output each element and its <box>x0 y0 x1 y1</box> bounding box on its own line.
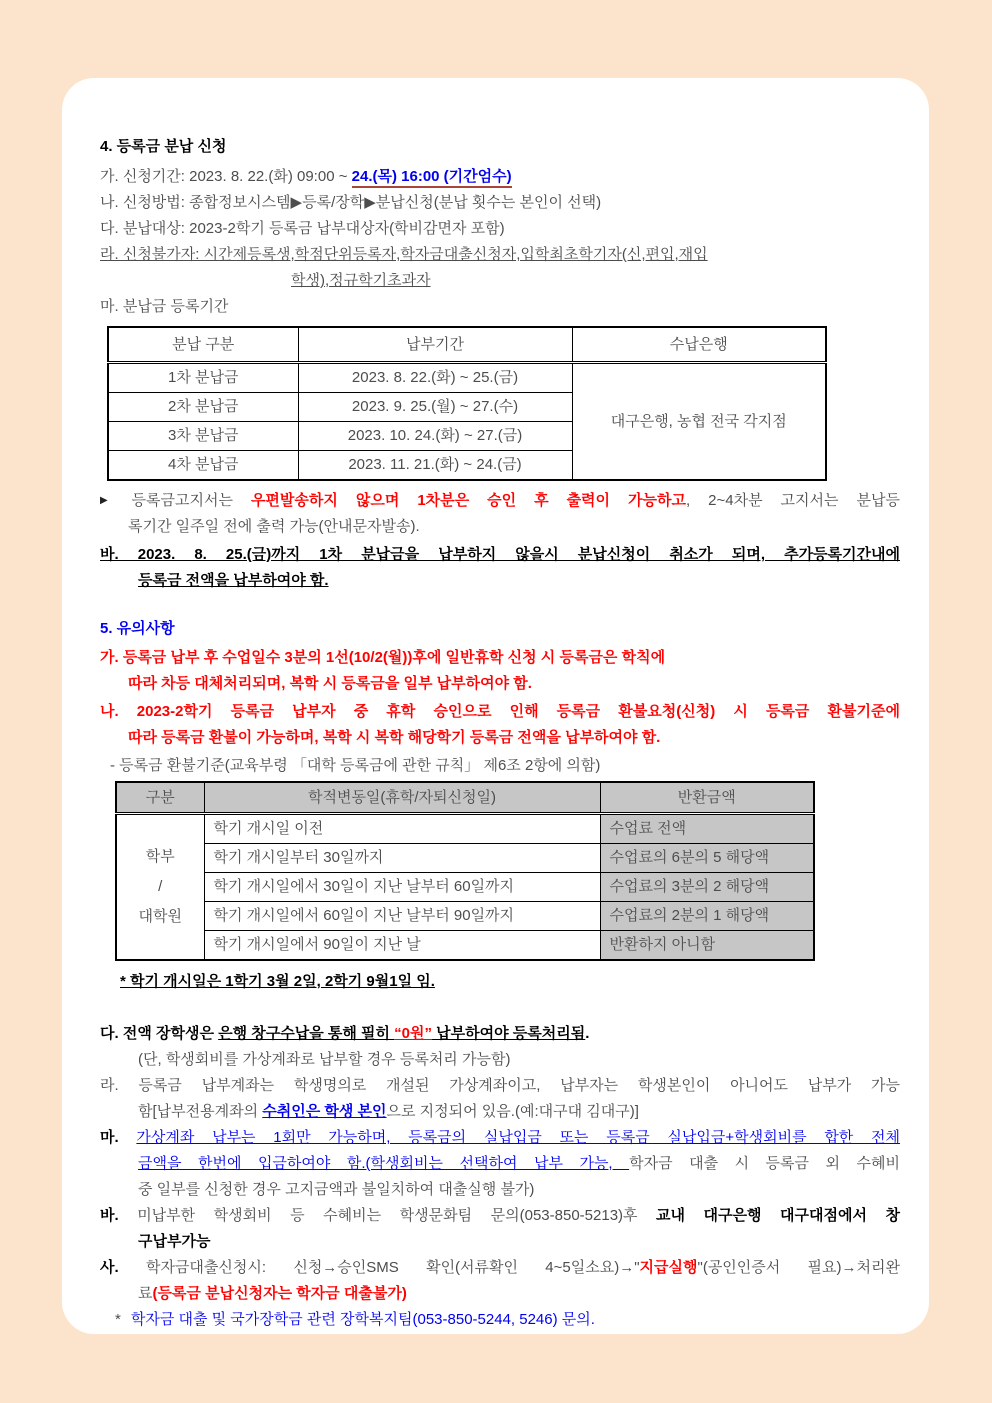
triangle-bullet-icon: ▶ <box>100 495 122 506</box>
cancellation-warning-line-2: 등록금 전액을 납부하여야 함. <box>138 572 329 589</box>
document-card <box>62 78 929 1334</box>
installment-label: 2차 분납금 <box>108 393 298 422</box>
installment-table-header-row <box>108 327 826 363</box>
payment-period: 2023. 9. 25.(월) ~ 27.(수) <box>298 393 572 422</box>
leave-rule-line-2: 따라 차등 대체처리되며, 복학 시 등록금을 일부 납부하여야 함. <box>128 675 532 692</box>
refund-table <box>115 781 815 961</box>
table-row <box>116 814 814 844</box>
section5-title: 5. 유의사항 <box>100 620 175 637</box>
zero-won-rule-line-1: 다. 전액 장학생은 은행 창구수납을 통해 필히 “0원” 납부하여야 등록처리됨. <box>100 1025 590 1042</box>
installment-table <box>107 326 827 481</box>
change-date-cell: 학기 개시일에서 60일이 지난 날부터 90일까지 <box>204 902 600 931</box>
student-group-cell: 학부 / 대학원 <box>116 814 204 961</box>
change-date-cell: 학기 개시일에서 30일이 지난 날부터 60일까지 <box>204 873 600 902</box>
refund-amount-cell: 수업료의 3분의 2 해당액 <box>600 873 814 902</box>
payment-period: 2023. 10. 24.(화) ~ 27.(금) <box>298 422 572 451</box>
installment-label: 4차 분납금 <box>108 451 298 481</box>
table-row <box>116 873 814 902</box>
refund-rule-line-2: 따라 등록금 환불이 가능하며, 복학 시 복학 해당학기 등록금 전액을 납부하여야 함. <box>128 729 661 746</box>
application-period-text: 가. 신청기간: 2023. 8. 22.(화) 09:00 ~ <box>100 168 352 185</box>
refund-amount-cell: 수업료 전액 <box>600 814 814 844</box>
cancellation-warning-line-1: 바. 2023. 8. 25.(금)까지 1차 분납금을 납부하지 않을시 분납신청이 취소가 되며, 추가등록기간내에 <box>100 546 900 563</box>
installment-period-heading: 마. 분납금 등록기간 <box>100 298 229 315</box>
semester-start-note: * 학기 개시일은 1학기 3월 2일, 2학기 9월1일 임. <box>120 973 435 990</box>
column-header: 구분 <box>116 782 204 814</box>
installment-target-line: 다. 분납대상: 2023-2학기 등록금 납부대상자(학비감면자 포함) <box>100 220 505 237</box>
refund-amount-cell: 수업료의 2분의 1 해당액 <box>600 902 814 931</box>
student-loan-line-1: 사. 학자금대출신청시: 신청→승인SMS 확인(서류확인 4~5일소요)→"지급실행"(공인인증서 필요)→처리완 <box>100 1259 900 1276</box>
application-deadline-text: 24.(목) 16:00 (기간엄수) <box>352 168 512 188</box>
payee-student-text: 수취인은 학생 본인 <box>262 1103 387 1120</box>
payment-period: 2023. 8. 22.(화) ~ 25.(금) <box>298 363 572 393</box>
document-content <box>62 78 929 1333</box>
section4-title: 4. 등록금 분납 신청 <box>100 138 227 155</box>
installment-label: 3차 분납금 <box>108 422 298 451</box>
student-loan-line-2: 료(등록금 분납신청자는 학자금 대출불가) <box>138 1285 407 1302</box>
scholarship-contact-line: * 학자금 대출 및 국가장학금 관련 장학복지팀(053-850-5244, 5246) 문의. <box>115 1311 595 1328</box>
refund-amount-cell: 수업료의 6분의 5 해당액 <box>600 844 814 873</box>
column-header: 수납은행 <box>572 327 826 363</box>
loan-execution-text: 지급실행 <box>639 1259 698 1276</box>
virtual-account-line-2: 함[납부전용계좌의 수취인은 학생 본인으로 지정되어 있음.(예:대구대 김대구)] <box>138 1103 639 1120</box>
table-row <box>116 931 814 961</box>
payment-period: 2023. 11. 21.(화) ~ 24.(금) <box>298 451 572 481</box>
column-header: 반환금액 <box>600 782 814 814</box>
one-time-deposit-line-3: 중 일부를 신청한 경우 고지금액과 불일치하여 대출실행 불가) <box>138 1181 535 1198</box>
ineligible-line-1: 라. 신청불가자: 시간제등록생,학점단위등록자,학자금대출신청자,입학최초학기자(신,편입,재입 <box>100 246 708 263</box>
bill-notice-line-2: 록기간 일주일 전에 출력 가능(안내문자발송). <box>128 518 420 535</box>
column-header: 납부기간 <box>298 327 572 363</box>
application-method-line: 나. 신청방법: 종합정보시스템▶등록/장학▶분납신청(분납 횟수는 본인이 선택) <box>100 194 602 211</box>
zero-won-text: “0원” <box>394 1025 433 1042</box>
receiving-bank: 대구은행, 농협 전국 각지점 <box>572 363 826 481</box>
asterisk-mark: * <box>115 1311 121 1328</box>
leave-rule-line-1: 가. 등록금 납부 후 수업일수 3분의 1선(10/2(월))후에 일반휴학 신청 시 등록금은 학칙에 <box>100 649 666 666</box>
virtual-account-line-1: 라. 등록금 납부계좌는 학생명의로 개설된 가상계좌이고, 납부자는 학생본인이 아니어도 납부가 가능 <box>100 1077 900 1094</box>
column-header: 학적변동일(휴학/자퇴신청일) <box>204 782 600 814</box>
unpaid-fee-line-2: 구납부가능 <box>138 1233 211 1250</box>
refund-table-header-row <box>116 782 814 814</box>
installment-label: 1차 분납금 <box>108 363 298 393</box>
ineligible-line-2: 학생),정규학기초과자 <box>291 272 431 289</box>
zero-won-rule-line-2: (단, 학생회비를 가상계좌로 납부할 경우 등록처리 가능함) <box>138 1051 511 1068</box>
refund-regulation-reference: - 등록금 환불기준(교육부령 「대학 등록금에 관한 규칙」 제6조 2항에 의함) <box>110 757 601 774</box>
unpaid-fee-line-1: 바. 미납부한 학생회비 등 수혜비는 학생문화팀 문의(053-850-5213)후 교내 대구은행 대구대점에서 창 <box>100 1207 900 1224</box>
table-row <box>116 902 814 931</box>
one-time-deposit-line-2: 금액을 한번에 입금하여야 함.(학생회비는 선택하여 납부 가능, 학자금 대출 시 등록금 외 수혜비 <box>138 1155 900 1172</box>
bill-notice-line-1: ▶ 등록금고지서는 우편발송하지 않으며 1차분은 승인 후 출력이 가능하고, 2~4차분 고지서는 분납등 <box>100 492 900 509</box>
table-row <box>108 363 826 393</box>
application-period-line <box>92 164 900 190</box>
refund-rule-line-1: 나. 2023-2학기 등록금 납부자 중 휴학 승인으로 인해 등록금 환불요청(신청) 시 등록금 환불기준에 <box>100 703 900 720</box>
change-date-cell: 학기 개시일부터 30일까지 <box>204 844 600 873</box>
table-row <box>116 844 814 873</box>
one-time-deposit-line-1: 마. 가상계좌 납부는 1회만 가능하며, 등록금의 실납입금 또는 등록금 실납입금+학생회비를 합한 전체 <box>100 1129 901 1146</box>
change-date-cell: 학기 개시일 이전 <box>204 814 600 844</box>
change-date-cell: 학기 개시일에서 90일이 지난 날 <box>204 931 600 961</box>
column-header: 분납 구분 <box>108 327 298 363</box>
refund-amount-cell: 반환하지 아니함 <box>600 931 814 961</box>
